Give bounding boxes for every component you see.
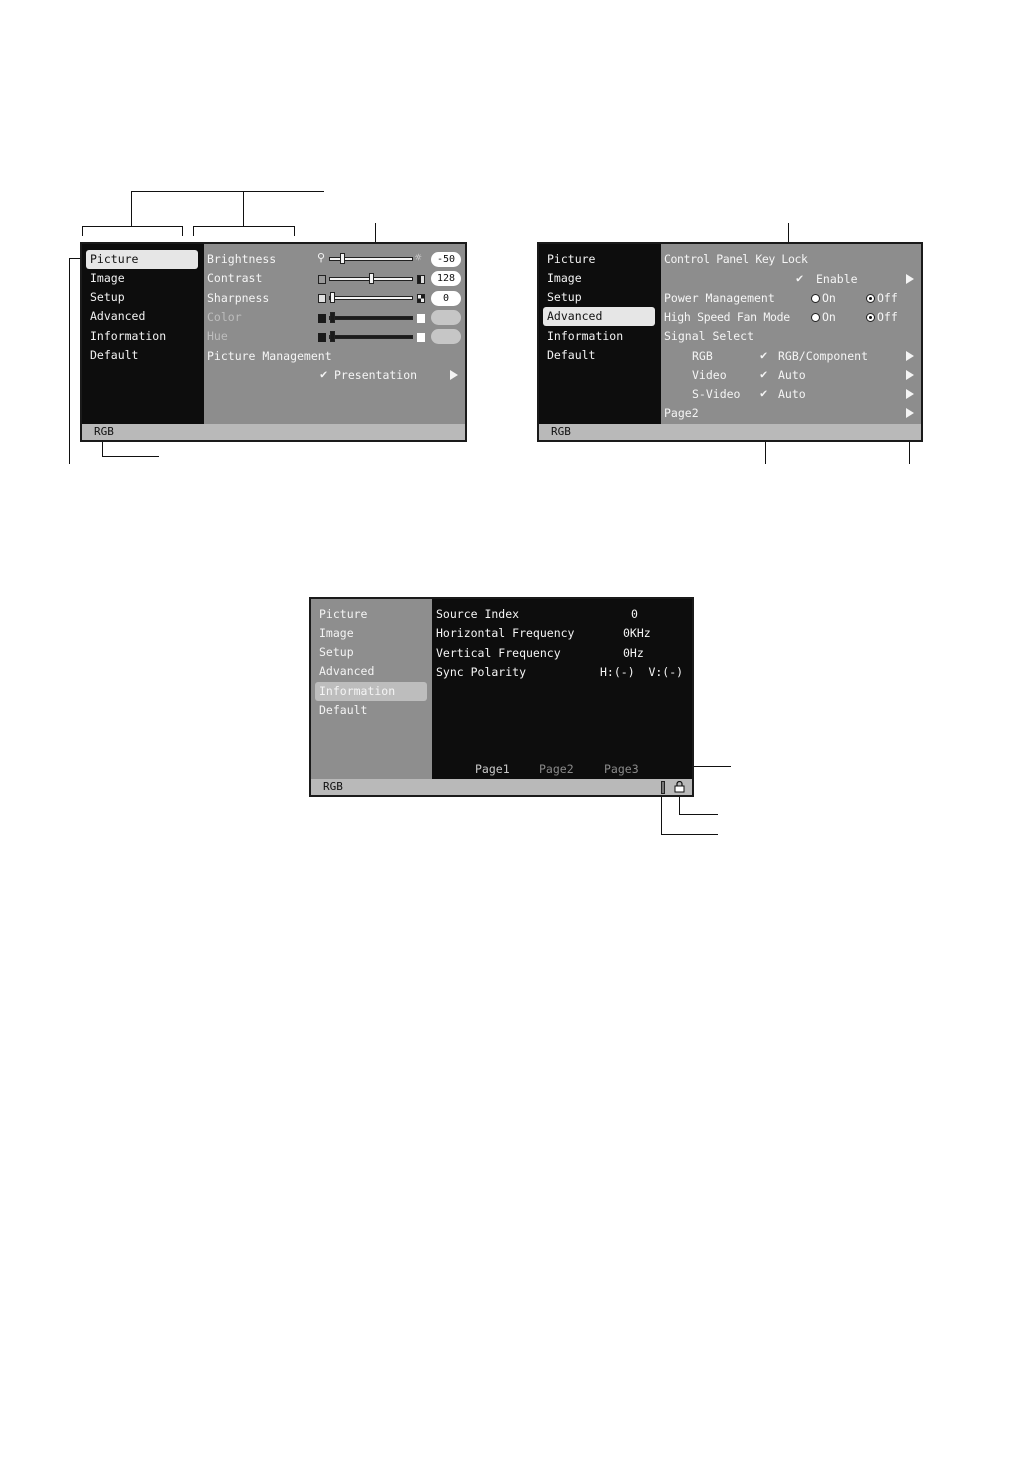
- source-index-label: Source Index: [436, 607, 520, 621]
- sync-polarity-label: Sync Polarity: [436, 665, 527, 679]
- contrast-value: 128: [431, 271, 461, 286]
- submenu-arrow-icon[interactable]: [450, 370, 458, 380]
- callout-line: [182, 226, 183, 236]
- radio-on[interactable]: [811, 313, 820, 322]
- hue-low-icon: [318, 333, 326, 342]
- slider-knob: [330, 331, 335, 342]
- power-management-label: Power Management: [664, 291, 775, 305]
- menu-item-setup[interactable]: Setup: [547, 290, 582, 304]
- brightness-value: -50: [431, 252, 461, 267]
- page-tab-3[interactable]: Page3: [604, 762, 639, 776]
- callout-line: [679, 814, 718, 815]
- slider-knob[interactable]: [330, 292, 335, 303]
- signal-video-label: Video: [692, 368, 727, 382]
- picture-menu-screen: [80, 242, 467, 442]
- signal-video-value[interactable]: Auto: [778, 368, 806, 382]
- callout-line: [131, 191, 132, 227]
- signal-svideo-label: S-Video: [692, 387, 741, 401]
- bulb-bright-icon: ☼: [415, 251, 422, 264]
- presentation-option[interactable]: Presentation: [334, 368, 418, 382]
- callout-line: [661, 795, 662, 835]
- slider-knob: [330, 312, 335, 323]
- hue-slider: [329, 335, 413, 339]
- key-lock-icon: [674, 781, 685, 793]
- sharpness-high-icon: [417, 294, 425, 303]
- menu-item-information[interactable]: Information: [547, 329, 624, 343]
- bulb-dim-icon: ⚲: [317, 251, 326, 264]
- signal-rgb-value[interactable]: RGB/Component: [778, 349, 869, 363]
- fan-off-label: Off: [877, 310, 898, 324]
- high-speed-fan-mode-label: High Speed Fan Mode: [664, 310, 790, 324]
- sharpness-slider[interactable]: [329, 296, 413, 300]
- status-bar: RGB: [82, 424, 465, 440]
- main-menu-list: [311, 599, 432, 779]
- status-bar: RGB: [539, 424, 921, 440]
- callout-line: [131, 191, 324, 192]
- hue-value: [431, 329, 461, 344]
- slider-knob[interactable]: [369, 273, 374, 284]
- menu-item-picture[interactable]: Picture: [319, 607, 368, 621]
- signal-rgb-label: RGB: [692, 349, 713, 363]
- checkmark-icon: ✔: [796, 271, 804, 285]
- menu-item-image[interactable]: Image: [90, 271, 125, 285]
- page-tab-1[interactable]: Page1: [475, 762, 510, 776]
- menu-item-picture[interactable]: Picture: [547, 252, 596, 266]
- color-value: [431, 310, 461, 325]
- menu-item-setup[interactable]: Setup: [90, 290, 125, 304]
- submenu-arrow-icon[interactable]: [906, 370, 914, 380]
- status-bar: RGB: [311, 779, 692, 795]
- slider-knob[interactable]: [340, 253, 345, 264]
- radio-on[interactable]: [811, 294, 820, 303]
- signal-select-label: Signal Select: [664, 329, 755, 343]
- menu-item-default[interactable]: Default: [547, 348, 596, 362]
- callout-line: [82, 226, 183, 227]
- color-low-icon: [318, 314, 326, 323]
- page-tab-2[interactable]: Page2: [539, 762, 574, 776]
- horizontal-frequency-label: Horizontal Frequency: [436, 626, 575, 640]
- submenu-arrow-icon[interactable]: [906, 389, 914, 399]
- submenu-arrow-icon[interactable]: [906, 274, 914, 284]
- sync-polarity-value: H:(-) V:(-): [600, 665, 684, 679]
- color-slider: [329, 316, 413, 320]
- sharpness-label: Sharpness: [207, 291, 270, 305]
- checkmark-icon: ✔: [760, 386, 768, 400]
- menu-item-setup[interactable]: Setup: [319, 645, 354, 659]
- menu-item-image[interactable]: Image: [319, 626, 354, 640]
- information-menu-screen: [309, 597, 694, 797]
- sharpness-low-icon: [318, 294, 326, 303]
- menu-item-advanced[interactable]: Advanced: [543, 307, 655, 326]
- page2-label[interactable]: Page2: [664, 406, 699, 420]
- horizontal-frequency-value: 0KHz: [623, 626, 651, 640]
- hue-label: Hue: [207, 329, 228, 343]
- fan-on-label: On: [822, 310, 836, 324]
- hue-high-icon: [417, 333, 425, 342]
- contrast-low-icon: [318, 275, 326, 284]
- checkmark-icon: ✔: [760, 367, 768, 381]
- signal-svideo-value[interactable]: Auto: [778, 387, 806, 401]
- enable-option[interactable]: Enable: [816, 272, 858, 286]
- vertical-frequency-label: Vertical Frequency: [436, 646, 561, 660]
- radio-off[interactable]: [866, 294, 875, 303]
- callout-line: [82, 226, 83, 236]
- menu-item-image[interactable]: Image: [547, 271, 582, 285]
- callout-line: [69, 258, 70, 464]
- menu-item-information[interactable]: Information: [90, 329, 167, 343]
- picture-management-label: Picture Management: [207, 349, 332, 363]
- main-menu-list: [82, 244, 204, 424]
- menu-item-advanced[interactable]: Advanced: [90, 309, 146, 323]
- menu-item-picture[interactable]: Picture: [86, 250, 198, 269]
- lamp-hour-icon: [661, 781, 665, 794]
- menu-item-default[interactable]: Default: [319, 703, 368, 717]
- contrast-high-icon: [417, 275, 425, 284]
- color-high-icon: [417, 314, 425, 323]
- checkmark-icon: ✔: [320, 367, 328, 381]
- contrast-label: Contrast: [207, 271, 263, 285]
- menu-item-advanced[interactable]: Advanced: [319, 664, 375, 678]
- callout-line: [193, 226, 295, 227]
- radio-off[interactable]: [866, 313, 875, 322]
- callout-line: [243, 191, 244, 227]
- menu-item-information[interactable]: Information: [315, 682, 427, 701]
- color-label: Color: [207, 310, 242, 324]
- submenu-arrow-icon[interactable]: [906, 351, 914, 361]
- checkmark-icon: ✔: [760, 348, 768, 362]
- vertical-frequency-value: 0Hz: [623, 646, 644, 660]
- advanced-menu-screen: [537, 242, 923, 442]
- source-index-value: 0: [631, 607, 638, 621]
- main-menu-list: [539, 244, 661, 424]
- callout-line: [661, 834, 718, 835]
- power-on-label: On: [822, 291, 836, 305]
- power-off-label: Off: [877, 291, 898, 305]
- submenu-arrow-icon[interactable]: [906, 408, 914, 418]
- menu-item-default[interactable]: Default: [90, 348, 139, 362]
- callout-line: [193, 226, 194, 236]
- brightness-label: Brightness: [207, 252, 277, 266]
- callout-line: [294, 226, 295, 236]
- control-panel-key-lock-label: Control Panel Key Lock: [664, 252, 808, 266]
- callout-line: [102, 456, 159, 457]
- sharpness-value: 0: [431, 291, 461, 306]
